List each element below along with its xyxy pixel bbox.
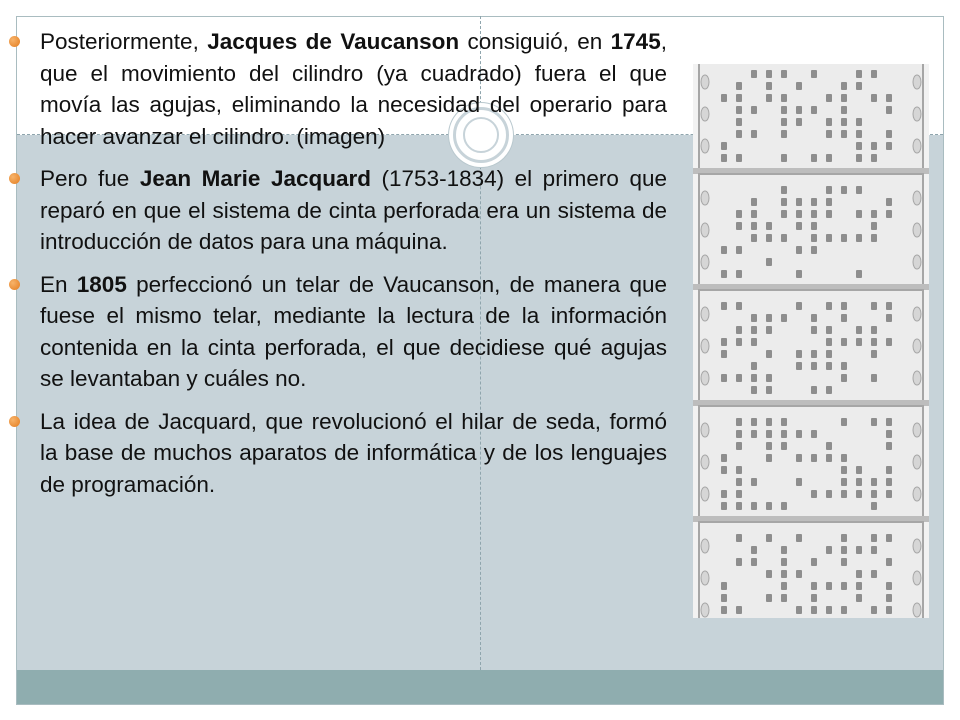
bold-run: Jean Marie Jacquard: [139, 166, 372, 191]
punched-card-chain-image: [693, 64, 929, 618]
bullet-dot-icon: [9, 36, 20, 47]
bullet-jacquard: [40, 163, 667, 258]
bullet-dot-icon: [9, 279, 20, 290]
bullet-text: En 1805 perfeccionó un telar de Vaucanson, de manera que fuese el mismo telar, mediante la lectura de la información contenida en la cinta perforada, el que decidiese qué agujas se levantaban y cuáles no.: [40, 271, 667, 391]
bold-run: 1745: [610, 29, 661, 54]
bullet-text: La idea de Jacquard, que revolucionó el hilar de seda, formó la base de muchos aparatos de informática y de los lenguajes de programación.: [40, 408, 667, 497]
bullet-dot-icon: [9, 173, 20, 184]
bullet-vaucanson: [40, 26, 667, 152]
footer-bar: [17, 670, 943, 704]
bullet-legacy: [40, 406, 667, 501]
bold-run: 1805: [76, 271, 127, 297]
bullet-text: Pero fue Jean Marie Jacquard (1753-1834) el primero que reparó en que el sistema de cinta perforada era un sistema de introducción de datos para una máquina.: [40, 166, 668, 254]
slide-body: [40, 26, 667, 511]
bold-run: Jacques de Vaucanson: [207, 29, 460, 54]
bullet-dot-icon: [9, 416, 20, 427]
bullet-1805: [40, 269, 667, 395]
bullet-text: Posteriormente, Jacques de Vaucanson consiguió, en 1745, que el movimiento del cilindro (ya cuadrado) fuera el que movía las agujas, eliminando la necesidad del operario para hacer avanzar el cilindro. (imagen): [40, 29, 667, 149]
